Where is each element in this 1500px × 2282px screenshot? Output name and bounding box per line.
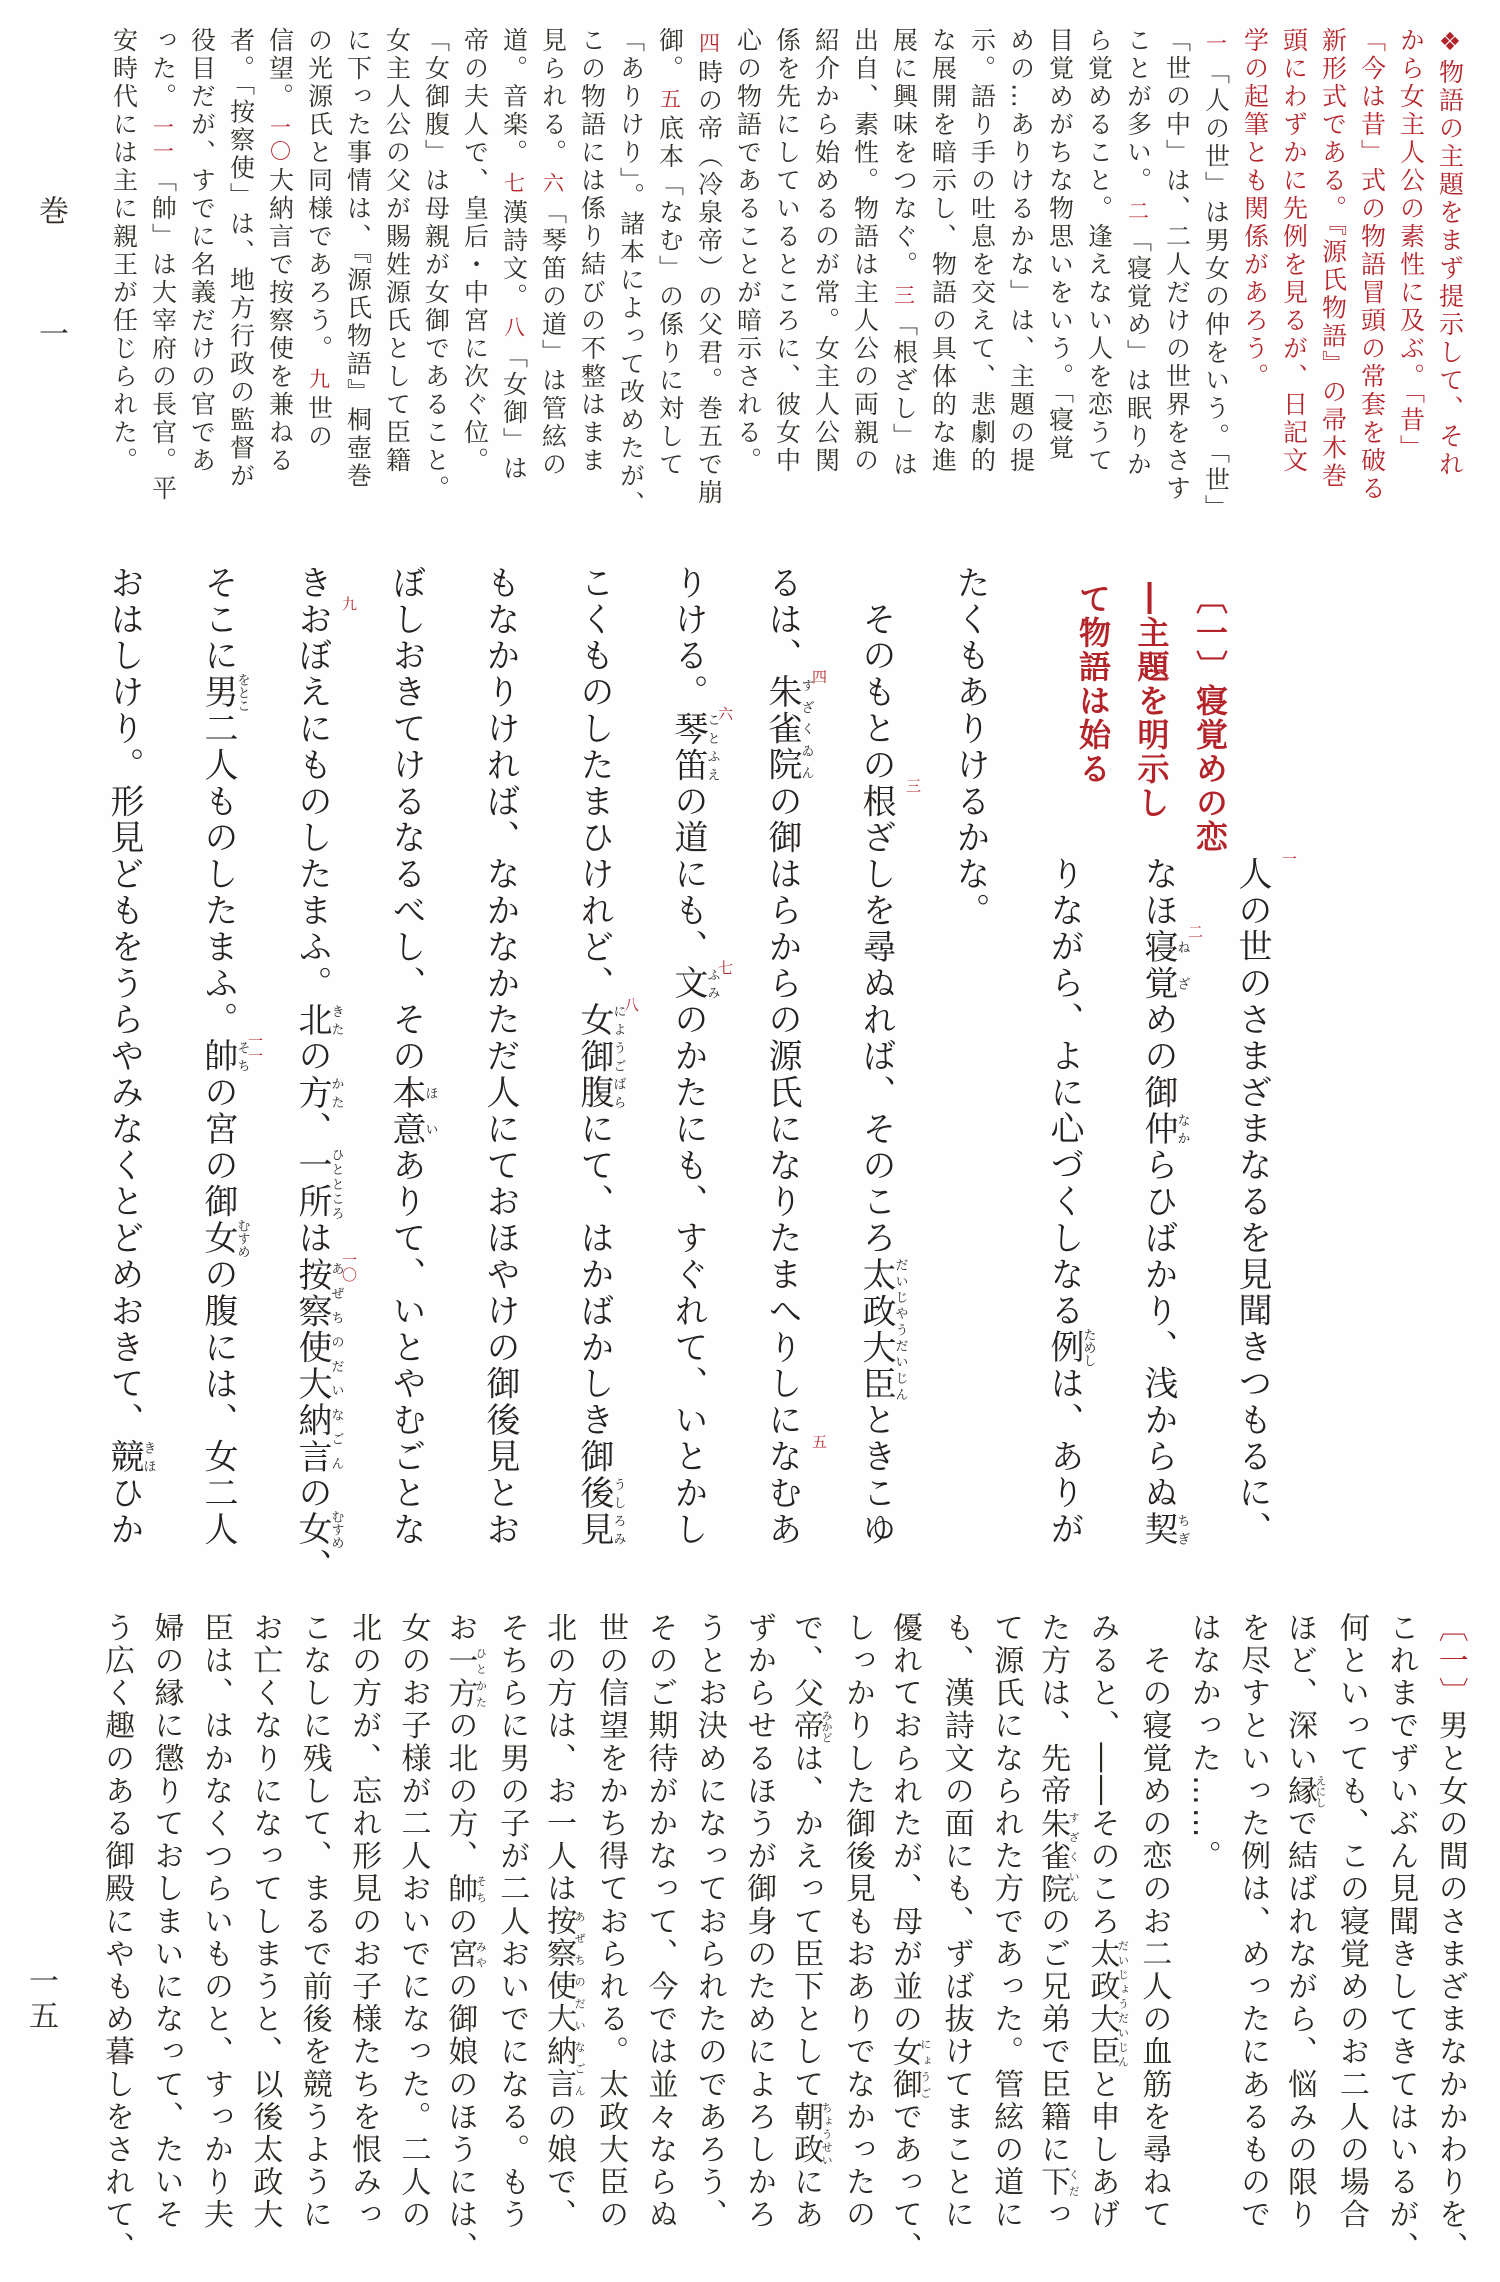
translation-column: ずからせるほうが御身のためによろしかろ xyxy=(741,1612,777,2232)
original-text-column: き 九 おぼえにものしたまふ。北きたの方かた、一所ひとところは 一〇 按察使大納言あぜちのだいなごんの女むすめ、 xyxy=(292,565,358,1585)
furigana-word: 一所ひとところ xyxy=(292,1147,344,1221)
furigana-reading: くだ xyxy=(1067,2166,1081,2199)
annotation-column: な展開を暗示し、物語の具体的な進 xyxy=(928,27,958,475)
translation-column: も、漢詩文の面にも、ずば抜けてまことに xyxy=(938,1612,974,2232)
original-text-column: もなかりければ、なかなかただ人にておほやけの御後見とお xyxy=(480,565,520,1548)
section-heading-subtitle: ―主題を明示し xyxy=(1132,582,1171,820)
translation-column: 女のお子様が二人おいでになった。二人の xyxy=(395,1612,431,2232)
furigana-word: 例ためし xyxy=(1044,1327,1096,1367)
furigana-reading: にょうご xyxy=(918,2035,932,2101)
note-number-marker: 七 xyxy=(716,960,734,976)
annotation-column: 心の物語であることが暗示される。 xyxy=(733,27,763,475)
note-number-marker: 九 xyxy=(306,368,331,392)
original-text-column: こくものしたまひけれど、 八 女御腹にようごばらにて、はかばかしき御後見うしろみ xyxy=(574,565,640,1548)
furigana-reading: すざくゐん xyxy=(798,674,814,784)
furigana-reading: きた xyxy=(328,1001,344,1039)
annotation-column: 展に興味をつなぐ。三「根ざし」は xyxy=(889,27,919,479)
translation-column: う広く趣のある御殿にやもめ暮しをされて、 xyxy=(99,1612,135,2264)
modern-translation xyxy=(92,1612,1475,2282)
translation-column: お一方ひとかたの北の方、帥そちの宮みやの御娘のほうには、 xyxy=(442,1612,488,2265)
headnote-summary-column: 新形式である。『源氏物語』の帚木巻 xyxy=(1318,27,1348,491)
furigana-word: 一方ひとかた xyxy=(442,1644,488,1710)
translation-column: 優れておられたが、母が並の女御にょうごであって、 xyxy=(886,1612,932,2265)
original-text-column: 一 人の世のさまざまなるを見聞きつもるに、 xyxy=(1232,851,1298,1548)
furigana-word: 競きほ xyxy=(104,1438,156,1476)
annotation-column: 係を先にしているところに、彼女中 xyxy=(772,27,802,475)
furigana-reading: みかど xyxy=(820,1709,834,1743)
annotation-column: 信望。一〇大納言で按察使を兼ねる xyxy=(265,27,295,475)
note-number-marker: 八 xyxy=(622,996,640,1012)
furigana-word: 仲なか xyxy=(1138,1110,1190,1148)
furigana-word: 女御腹にようごばら xyxy=(574,1001,626,1112)
original-text-column: るは、 四 朱雀院すざくゐんの御はらからの源氏になりたまへりしに 五 なむあ xyxy=(762,565,828,1548)
translation-column: た方は、先帝朱雀院すざくいんのご兄弟で臣籍に下くだっ xyxy=(1035,1612,1081,2232)
translation-column: みると、――そのころ太政大臣だいじょうだいじんと申しあげ xyxy=(1084,1612,1130,2232)
note-number-marker: 二 xyxy=(1186,923,1204,939)
note-number-marker: 一 xyxy=(1203,32,1228,56)
original-text-column: りける。 六 琴笛ことふえの道にも、 七 文ふみのかたにも、すぐれて、いとかし xyxy=(668,565,734,1548)
note-number-marker: 三 xyxy=(904,778,922,794)
annotation-column: った。一一「帥」は大宰府の長官。平 xyxy=(148,27,178,503)
furigana-reading: そち xyxy=(474,1872,488,1906)
original-text-column: そのもとの 三 根ざしを尋ぬれば、そのころ太政大臣だいじやうだいじんときこゆ xyxy=(856,565,922,1548)
furigana-reading: うしろみ xyxy=(610,1475,626,1548)
furigana-word: 太政大臣だいじょうだいじん xyxy=(1084,1938,1130,2069)
furigana-reading: えにし xyxy=(1314,1774,1328,1808)
furigana-reading: ひとかた xyxy=(474,1644,488,1710)
furigana-reading: ことふえ xyxy=(704,710,720,784)
note-number-marker: 一一 xyxy=(150,116,175,164)
headnote-summary-column: 「今は昔」式の物語冒頭の常套を破る xyxy=(1357,27,1387,503)
annotation-column: 「女御腹」は母親が女御であること。 xyxy=(421,27,451,503)
annotation-column: 出自、素性。物語は主人公の両親の xyxy=(850,27,880,475)
note-number-marker: 四 xyxy=(810,669,828,685)
headnote-summary-column: ❖物語の主題をまず提示して、それ xyxy=(1435,27,1465,479)
original-text-column: なほ 二 寝覚ねざめの御仲なからひばかり、浅からぬ契ちぎ xyxy=(1138,856,1204,1548)
annotation-column: 女主人公の父が賜姓源氏として臣籍 xyxy=(382,27,412,475)
note-number-marker: 六 xyxy=(716,705,734,721)
furigana-reading: むすめ xyxy=(328,1510,344,1550)
furigana-word: 寝覚ねざ xyxy=(1138,928,1190,1002)
furigana-reading: ほい xyxy=(422,1074,438,1148)
annotation-column: 示。語り手の吐息を交えて、悲劇的 xyxy=(967,27,997,475)
translation-column: で、父帝みかどは、かえって臣下として朝政ちょうせいにあ xyxy=(788,1612,834,2232)
annotation-column: 者。「按察使」は、地方行政の監督が xyxy=(226,27,256,491)
original-text-column: そこに男をとこ二人ものしたまふ。 一一 帥そちの宮の御女むすめの腹には、女二人 xyxy=(198,565,264,1548)
furigana-word: 男をとこ xyxy=(198,672,250,712)
furigana-word: 文ふみ xyxy=(668,965,720,1002)
running-header-volume-label: 巻 xyxy=(33,195,68,225)
translation-column: て源氏になられた方であった。管絃の道に xyxy=(988,1612,1024,2232)
annotation-column: 「ありけり」。諸本によって改めたが、 xyxy=(616,27,646,519)
note-number-marker: 一〇 xyxy=(267,116,292,164)
note-number-marker: 五 xyxy=(810,1433,828,1449)
note-number-marker: 一 xyxy=(1280,851,1298,866)
translation-column: その寝覚めの恋のお二人の血筋を尋ねて xyxy=(1136,1612,1172,2232)
translation-column: そのご期待がかなって、今では並々ならぬ xyxy=(642,1612,678,2232)
furigana-reading: あぜちのだいなごん xyxy=(573,1905,587,2101)
annotation-column: 「世の中」は、二人だけの世界をさす xyxy=(1162,27,1192,503)
furigana-word: 太政大臣だいじやうだいじん xyxy=(856,1256,908,1403)
furigana-word: 後見うしろみ xyxy=(574,1475,626,1548)
translation-column: しっかりした御後見もおありでなかったの xyxy=(840,1612,876,2232)
annotation-column: 役目だが、すでに名義だけの官であ xyxy=(187,27,217,475)
translation-column: うとお決めになっておられたのであろう、 xyxy=(691,1612,727,2232)
furigana-reading: かた xyxy=(328,1074,344,1112)
furigana-reading: ふみ xyxy=(704,965,720,1002)
annotation-column: 帝の夫人で、皇后・中宮に次ぐ位。 xyxy=(460,27,490,475)
annotation-column: 四時の帝（冷泉帝）の父君。巻五で崩 xyxy=(694,32,724,507)
annotation-column: 道。音楽。七漢詩文。八「女御」は xyxy=(499,27,529,483)
annotation-column: 安時代には主に親王が任じられた。 xyxy=(109,27,139,475)
translation-column: 婦の縁に懲りておしまいになって、たいそ xyxy=(148,1612,184,2232)
furigana-word: 朱雀院すざくいん xyxy=(1035,1807,1081,1906)
note-number-marker: 一一 xyxy=(246,1033,264,1064)
note-number-marker: 二 xyxy=(1125,200,1150,224)
annotation-column: ら覚めること。逢えない人を恋うて xyxy=(1084,27,1114,475)
translation-column: 北の方は、お一人は按察使大納言あぜちのだいなごんの娘で、 xyxy=(541,1612,587,2232)
furigana-word: 琴笛ことふえ xyxy=(668,710,720,784)
furigana-word: 按察使大納言あぜちのだいなごん xyxy=(292,1256,344,1476)
headnote-summary xyxy=(1236,27,1470,507)
annotation-column: 一「人の世」は男女の仲をいう。「世」 xyxy=(1201,32,1231,523)
furigana-word: 女御にょうご xyxy=(886,2035,932,2102)
furigana-reading: ねざ xyxy=(1174,928,1190,1002)
furigana-reading: あぜちのだいなごん xyxy=(328,1256,344,1476)
page-number: 一五 xyxy=(23,1965,58,2035)
furigana-reading: にようごばら xyxy=(610,1001,626,1112)
note-number-marker: 九 xyxy=(340,596,358,612)
note-number-marker: 七 xyxy=(501,172,526,196)
translation-column: 〔一〕男と女の間のさまざまなかかわりを、 xyxy=(1432,1612,1468,2265)
furigana-reading: むすめ xyxy=(234,1218,250,1258)
translation-column: 世の信望をかち得ておられる。太政大臣の xyxy=(593,1612,629,2232)
furigana-word: 方かた xyxy=(292,1074,344,1112)
translation-column: お亡くなりになってしまうと、以後太政大 xyxy=(247,1612,283,2232)
furigana-reading: だいじやうだいじん xyxy=(892,1256,908,1403)
note-number-marker: 三 xyxy=(891,284,916,308)
annotation-column: に下った事情は、『源氏物語』桐壺巻 xyxy=(343,27,373,491)
running-header-volume-number: 一 xyxy=(33,318,68,348)
note-number-marker: 五 xyxy=(657,88,682,112)
furigana-word: 契ちぎ xyxy=(1138,1511,1190,1548)
furigana-reading: そち xyxy=(234,1038,250,1075)
furigana-reading: なか xyxy=(1174,1110,1190,1148)
headnote-summary-column: 学の起筆とも関係があろう。 xyxy=(1240,27,1270,391)
furigana-reading: ちぎ xyxy=(1174,1511,1190,1548)
furigana-reading: きほ xyxy=(140,1438,156,1475)
annotation-column: ことが多い。二「寝覚め」は眠りか xyxy=(1123,27,1153,479)
furigana-reading: すざくいん xyxy=(1067,1807,1081,1906)
furigana-word: 帥そち xyxy=(198,1038,250,1075)
furigana-reading: をとこ xyxy=(234,672,250,712)
annotation-column: 目覚めがちな物思いをいう。「寝覚 xyxy=(1045,27,1075,463)
original-text-column: おはしけり。形見どもをうらやみなくとどめおきて、競きほひか xyxy=(104,565,156,1548)
note-number-marker: 六 xyxy=(540,172,565,196)
section-heading-subtitle-cont: て物語は始る xyxy=(1074,582,1112,786)
annotation-column: 御。五底本「なむ」の係りに対して xyxy=(655,27,685,479)
furigana-word: 宮みや xyxy=(442,1938,488,1971)
furigana-word: 縁えにし xyxy=(1282,1774,1328,1808)
furigana-reading: ちょうせい xyxy=(820,2101,834,2167)
furigana-reading: だいじょうだいじん xyxy=(1116,1938,1130,2069)
note-number-marker: 一〇 xyxy=(340,1251,358,1282)
furigana-word: 帝みかど xyxy=(788,1709,834,1743)
furigana-reading: みや xyxy=(474,1938,488,1971)
original-text xyxy=(77,565,1299,1585)
annotation-column: めの…ありけるかな」は、主題の提 xyxy=(1006,27,1036,475)
translation-column: はなかった……。 xyxy=(1185,1612,1221,1873)
headnote-summary-column: から女主人公の素性に及ぶ。「昔」 xyxy=(1396,27,1426,463)
furigana-word: 朝政ちょうせい xyxy=(788,2101,834,2167)
section-heading-title: 〔一〕寝覚めの恋 xyxy=(1191,582,1229,854)
original-text-column: ぼしおきてけるなるべし、その本意ほいありて、いとやむごとな xyxy=(386,565,438,1548)
translation-column: こなしに残して、まるで前後を競うように xyxy=(296,1612,332,2232)
furigana-word: 朱雀院すざくゐん xyxy=(762,674,814,784)
translation-column: これまでずいぶん見聞きしてきてはいるが、 xyxy=(1383,1612,1419,2264)
furigana-reading: ひとところ xyxy=(328,1147,344,1221)
translation-column: 北の方が、忘れ形見のお子様たちを恨みっ xyxy=(346,1612,382,2232)
translation-column: 何といっても、この寝覚めのお二人の場合 xyxy=(1333,1612,1369,2232)
furigana-word: 按察使大納言あぜちのだいなごん xyxy=(541,1905,587,2102)
furigana-word: 帥そち xyxy=(442,1872,488,1906)
note-number-marker: 四 xyxy=(696,32,721,56)
annotation-column: 紹介から始めるのが常。女主人公関 xyxy=(811,27,841,475)
annotation-column: の光源氏と同様であろう。九世の xyxy=(304,27,334,451)
annotation-column: 見られる。六「琴笛の道」は管絃の xyxy=(538,27,568,479)
translation-column: そちらに男の子が二人おいでになる。もう xyxy=(494,1612,530,2232)
section-number-marker: 〔一〕 xyxy=(1432,1612,1468,1710)
headnote-annotations xyxy=(105,27,1236,523)
furigana-word: 北きた xyxy=(292,1001,344,1039)
furigana-word: 本意ほい xyxy=(386,1074,438,1148)
original-text-column: りながら、よに心づくしなる例ためしは、ありが xyxy=(1044,856,1096,1548)
furigana-word: 下くだ xyxy=(1035,2166,1081,2199)
translation-column: を尽すといった例は、めったにあるもので xyxy=(1235,1612,1271,2232)
furigana-word: 女むすめ xyxy=(198,1218,250,1258)
translation-column: 臣は、はかなくつらいものと、すっかり夫 xyxy=(197,1612,233,2232)
translation-column: ほど、深い縁えにしで結ばれながら、悩みの限り xyxy=(1282,1612,1328,2232)
note-number-marker: 八 xyxy=(501,316,526,340)
furigana-word: 女むすめ xyxy=(292,1510,344,1550)
headnote-summary-column: 頭にわずかに先例を見るが、日記文 xyxy=(1279,27,1309,475)
original-text-column: たくもありけるかな。 xyxy=(950,565,990,929)
furigana-reading: ためし xyxy=(1080,1327,1096,1367)
annotation-column: この物語には係り結びの不整はまま xyxy=(577,27,607,475)
